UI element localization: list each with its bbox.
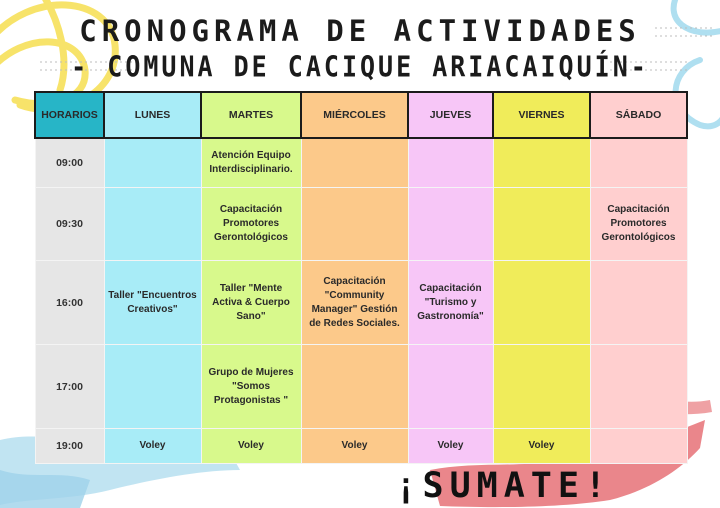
activity-cell [301, 345, 408, 429]
page-title: CRONOGRAMA DE ACTIVIDADES [79, 14, 641, 48]
table-row [35, 261, 687, 345]
header-viernes: VIERNES [493, 92, 590, 138]
activity-cell: Grupo de Mujeres "Somos Protagonistas " [201, 345, 301, 429]
activity-cell: Voley [201, 429, 301, 464]
activity-cell [493, 261, 590, 345]
table-row [35, 188, 687, 261]
activity-cell: Atención Equipo Interdisciplinario. [201, 138, 301, 188]
header-lunes: LUNES [104, 92, 201, 138]
activity-cell: Voley [408, 429, 493, 464]
activity-cell [104, 138, 201, 188]
time-cell: 19:00 [35, 429, 104, 464]
header-horarios: HORARIOS [35, 92, 104, 138]
page-subtitle: - COMUNA DE CACIQUE ARIACAIQUÍN- [71, 49, 649, 84]
activity-cell [590, 138, 687, 188]
schedule-table [34, 91, 688, 464]
activity-cell [301, 138, 408, 188]
time-cell: 17:00 [35, 345, 104, 429]
activity-cell [493, 345, 590, 429]
activity-cell: Capacitación "Turismo y Gastronomía" [408, 261, 493, 345]
header-miercoles: MIÉRCOLES [301, 92, 408, 138]
time-cell: 16:00 [35, 261, 104, 345]
activity-cell [590, 345, 687, 429]
activity-cell: Voley [301, 429, 408, 464]
header-row [35, 92, 687, 138]
header-sabado: SÁBADO [590, 92, 687, 138]
activity-cell: Taller "Encuentros Creativos" [104, 261, 201, 345]
activity-cell: Voley [104, 429, 201, 464]
table-row [35, 429, 687, 464]
activity-cell: Voley [493, 429, 590, 464]
header-jueves: JUEVES [408, 92, 493, 138]
activity-cell [493, 138, 590, 188]
activity-cell [493, 188, 590, 261]
activity-cell: Capacitación Promotores Gerontológicos [590, 188, 687, 261]
table-row [35, 345, 687, 429]
activity-cell [408, 345, 493, 429]
activity-cell [104, 345, 201, 429]
activity-cell: Capacitación Promotores Gerontológicos [201, 188, 301, 261]
call-to-action: ¡SUMATE! [395, 466, 612, 506]
header-martes: MARTES [201, 92, 301, 138]
time-cell: 09:30 [35, 188, 104, 261]
activity-cell: Taller "Mente Activa & Cuerpo Sano" [201, 261, 301, 345]
activity-cell: Capacitación "Community Manager" Gestión de Redes Sociales. [301, 261, 408, 345]
time-cell: 09:00 [35, 138, 104, 188]
activity-cell [408, 188, 493, 261]
activity-cell [301, 188, 408, 261]
activity-cell [104, 188, 201, 261]
activity-cell [590, 261, 687, 345]
table-row [35, 138, 687, 188]
activity-cell [408, 138, 493, 188]
activity-cell [590, 429, 687, 464]
